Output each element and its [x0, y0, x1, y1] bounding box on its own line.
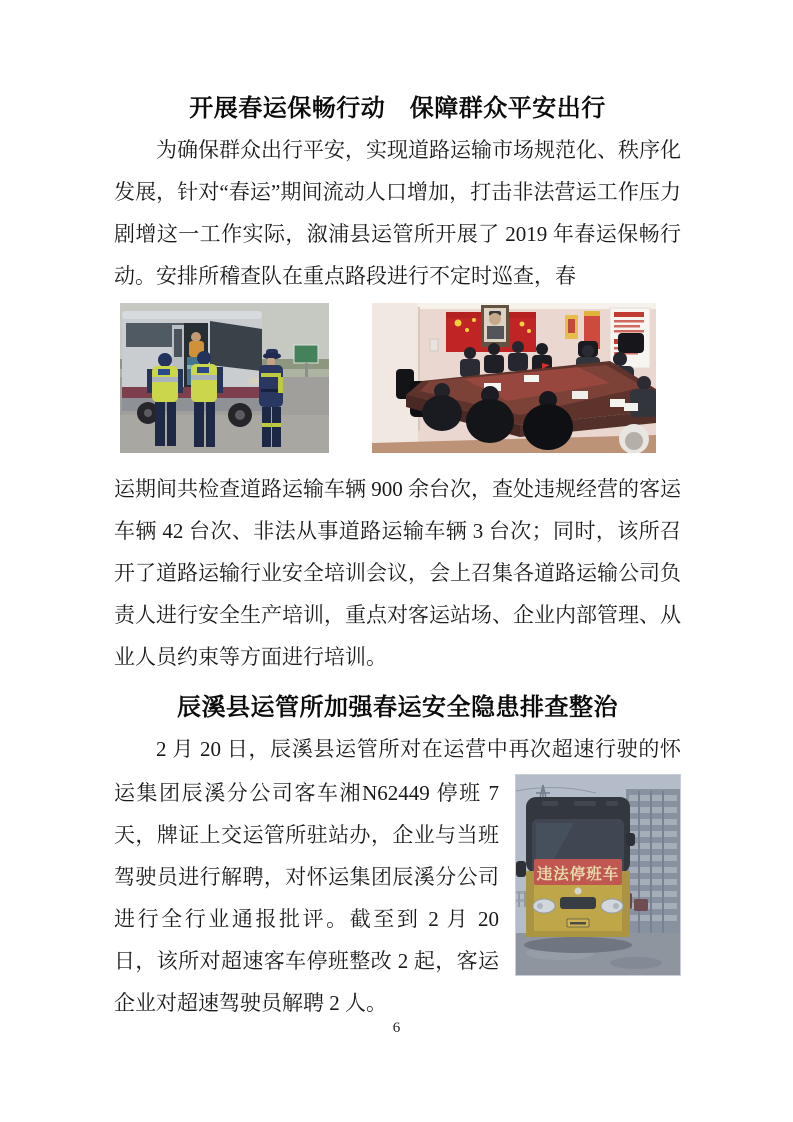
photo-violation-bus — [515, 774, 681, 976]
page-number: 6 — [392, 1020, 401, 1036]
photo-bus-inspection — [120, 303, 329, 453]
violation-banner-text: 违法停班车 — [536, 866, 620, 883]
article2-paragraph-rest: 运集团辰溪分公司客车湘N62449 停班 7 天，牌证上交运管所驻站办，企业与当班驾驶员进行解聘，对怀运集团辰溪分公司进行全行业通报批评。截至到 2 月 20 日，该所对超速客车停班整改 2 起，客运企业对超速驾驶员解聘 2 人。 — [114, 781, 499, 1015]
violation-bus-illustration — [516, 775, 680, 975]
article1-title: 开展春运保畅行动 保障群众平安出行 — [189, 95, 606, 122]
haze-overlay — [516, 775, 680, 975]
article2-title: 辰溪县运管所加强春运安全隐患排查整治 — [177, 694, 618, 721]
article2-body — [114, 772, 681, 1024]
photo-row — [120, 303, 681, 453]
meeting-room-illustration — [372, 303, 656, 453]
leader-portrait — [481, 305, 509, 347]
bus-inspection-illustration — [120, 303, 329, 453]
article1-paragraph-bottom: 运期间共检查道路运输车辆 900 余台次，查处违规经营的客运车辆 42 台次、非法从事道路运输车辆 3 台次；同时，该所召开了道路运输行业安全培训会议，会上召集各道路运输公司负责人进行安全生产培训，重点对客运站场、企业内部管理、从业人员约束等方面进行培训。 — [114, 477, 681, 669]
photo-safety-meeting — [372, 303, 656, 453]
passenger — [191, 332, 201, 342]
article2-first-line: 2 月 20 日，辰溪县运管所对在运营中再次超速行驶的怀 — [156, 737, 681, 761]
article1-paragraph-top: 为确保群众出行平安，实现道路运输市场规范化、秩序化发展，针对“春运”期间流动人口增加，打击非法营运工作压力剧增这一工作实际，溆浦县运管所开展了 2019 年春运保畅行动。安排所稽查队在重点路段进行不定时巡查，春 — [114, 138, 681, 288]
